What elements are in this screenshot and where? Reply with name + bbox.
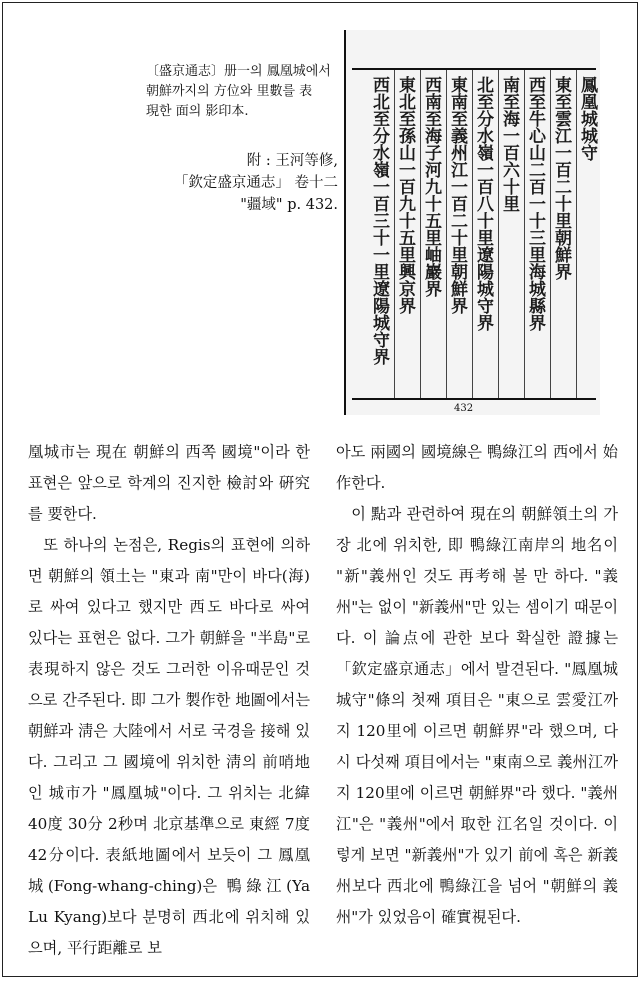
scan-text-column: 南至海一百六十里 bbox=[499, 76, 519, 212]
scan-top-rule bbox=[352, 68, 596, 70]
source-line: "疆域" p. 432. bbox=[240, 197, 338, 213]
paragraph: 아도 兩國의 國境線은 鴨綠江의 西에서 始作한다. bbox=[336, 443, 618, 492]
scanned-document-image bbox=[344, 30, 600, 415]
scan-page-number: 432 bbox=[454, 403, 474, 414]
scan-text-column: 西北至分水嶺一百三十一里遼陽城守界 bbox=[369, 76, 389, 365]
caption-line: 〔盛京通志〕册一의 鳳凰城에서 bbox=[146, 64, 331, 79]
left-text-column bbox=[28, 437, 310, 964]
figure-caption bbox=[146, 62, 346, 122]
right-text-column bbox=[336, 437, 618, 933]
caption-line: 朝鮮까지의 方位와 里數를 表 bbox=[146, 84, 313, 99]
scan-text-column: 東北至孫山一百九十五里興京界 bbox=[395, 76, 415, 314]
paragraph: 이 點과 관련하여 現在의 朝鮮領土의 가장 北에 위치한, 即 鴨綠江南岸의 地名이 "新"義州인 것도 再考해 볼 만 하다. "義州"는 없이 "新義州"만 있는 셈이기 때문이다. 이 論点에 관한 보다 확실한 證據는 「欽定盛京通志」에서 발견된다. "鳳凰城城守"條의 첫째 項目은 "東으로 雲愛江까지 120里에 이르면 朝鮮界"라 했으며, 다시 다섯째 項目에서는 "東南으로 義州江까지 120里에 이르면 朝鮮界"라 했다. "義州江"은 "義州"에서 取한 江名일 것이다. 이렇게 보면 "新義州"가 있기 前에 혹은 新義州보다 西北에 鴨綠江을 넘어 "朝鮮의 義州"가 있었음이 確實視된다. bbox=[336, 505, 618, 926]
figure-source bbox=[174, 150, 338, 216]
source-line: 附 : 王河等修, bbox=[246, 153, 338, 169]
scan-text-column: 西至牛心山二百一十三里海城縣界 bbox=[525, 76, 545, 331]
scan-text-column: 北至分水嶺一百八十里遼陽城守界 bbox=[473, 76, 493, 331]
scan-text-column: 西南至海子河九十五里岫巖界 bbox=[421, 76, 441, 297]
scan-text-column: 鳳凰城城守 bbox=[577, 76, 597, 161]
source-line: 「欽定盛京通志」 卷十二 bbox=[173, 175, 338, 191]
scan-text-column: 東南至義州江一百二十里朝鮮界 bbox=[447, 76, 467, 314]
scan-text-column: 東至雲江一百二十里朝鮮界 bbox=[551, 76, 571, 280]
scan-bottom-rule bbox=[352, 398, 596, 400]
paragraph: 또 하나의 논점은, Regis의 표현에 의하면 朝鮮의 領土는 "東과 南"만이 바다(海)로 싸여 있다고 했지만 西도 바다로 싸여 있다는 표현은 없다. 그가 朝鮮을 "半島"로 表現하지 않은 것도 그러한 이유때문인 것으로 간주된다. 即 그가 製作한 地圖에서는 朝鮮과 淸은 大陸에서 서로 국경을 接해 있다. 그리고 그 國境에 위치한 淸의 前哨地인 城市가 "鳳凰城"이다. 그 위치는 北緯 40度 30分 2秒며 北京基準으로 東經 7度 42分이다. 表紙地圖에서 보듯이 그 鳳凰城(Fong-whang-ching)은 鴨綠江(Ya Lu Kyang)보다 분명히 西北에 위치해 있으며, 平行距離로 보 bbox=[28, 536, 310, 957]
paragraph: 凰城市는 現在 朝鮮의 西쪽 國境"이라 한 표현은 앞으로 학계의 진지한 檢討와 硏究를 要한다. bbox=[28, 443, 310, 523]
caption-line: 現한 面의 影印本. bbox=[146, 104, 249, 119]
